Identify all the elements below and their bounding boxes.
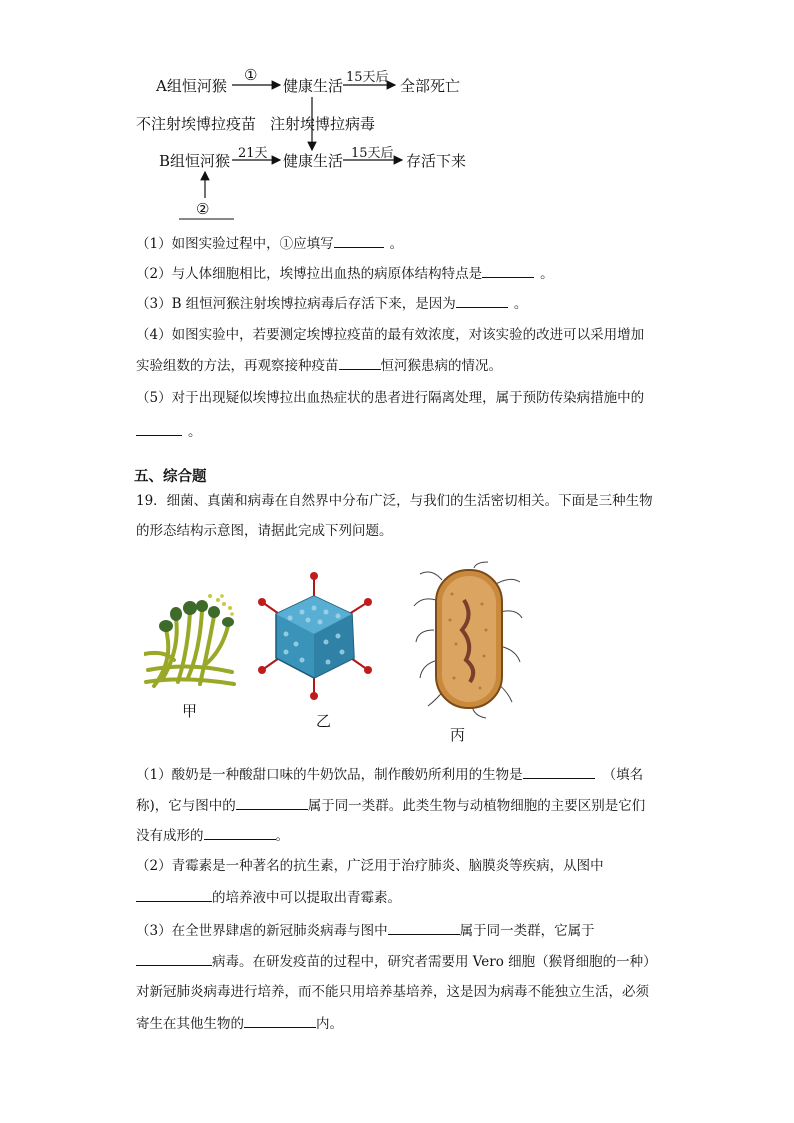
q18-5-line1: （5）对于出现疑似埃博拉出血热症状的患者进行隔离处理，属于预防传染病措施中的 [136, 390, 645, 406]
q18-4-line2: 实验组数的方法，再观察接种疫苗 恒河猴患病的情况。 [136, 355, 502, 376]
label-jia: 甲 [182, 702, 198, 720]
q18-3: （3）B 组恒河猴注射埃博拉病毒后存活下来，是因为 。 [136, 293, 527, 314]
q18-1: （1）如图实验过程中，①应填写 。 [136, 233, 403, 254]
days-15-a-label: 15天后 [346, 70, 389, 85]
q19-3-line4: 寄生在其他生物的 内。 [136, 1013, 343, 1034]
survived-label: 存活下来 [406, 152, 467, 170]
q18-5-line2: 。 [136, 421, 202, 442]
q19-1-line2: 称)，它与图中的 属于同一类群。此类生物与动植物细胞的主要区别是它们 [136, 795, 645, 816]
virus-figure [256, 572, 374, 702]
answer-blank[interactable] [388, 920, 460, 935]
label-bing: 丙 [450, 726, 466, 744]
answer-blank[interactable] [339, 355, 381, 370]
q18-2: （2）与人体细胞相比，埃博拉出血热的病原体结构特点是 。 [136, 263, 554, 284]
answer-blank[interactable] [334, 233, 384, 248]
q19-intro-line1: 19．细菌、真菌和病毒在自然界中分布广泛，与我们的生活密切相关。下面是三种生物 [136, 493, 653, 509]
q18-4-line1: （4）如图实验中，若要测定埃博拉疫苗的最有效浓度，对该实验的改进可以采用增加 [136, 327, 645, 343]
days-15-b-label: 15天后 [351, 146, 394, 161]
q19-intro-line2: 的形态结构示意图，请据此完成下列问题。 [136, 523, 393, 539]
no-vaccine-label: 不注射埃博拉疫苗 [136, 115, 257, 133]
answer-blank[interactable] [204, 825, 276, 840]
healthy-life-a: 健康生活 [283, 77, 344, 95]
bacterium-figure [412, 560, 524, 720]
days-21-label: 21天 [238, 146, 268, 161]
q19-2-line2: 的培养液中可以提取出青霉素。 [136, 887, 401, 908]
answer-blank[interactable] [482, 263, 534, 278]
q19-3-line1: （3）在全世界肆虐的新冠肺炎病毒与图中 属于同一类群，它属于 [136, 920, 595, 941]
group-a-label: A组恒河猴 [156, 77, 227, 95]
answer-blank[interactable] [236, 795, 308, 810]
mold-figure [144, 590, 236, 690]
answer-blank[interactable] [523, 764, 595, 779]
label-yi: 乙 [316, 712, 332, 730]
group-b-label: B组恒河猴 [159, 152, 231, 170]
flow-arrows [0, 0, 794, 230]
inject-virus-label: 注射埃博拉病毒 [270, 115, 376, 133]
q19-1-line1: （1）酸奶是一种酸甜口味的牛奶饮品，制作酸奶所利用的生物是 （填名 [136, 764, 643, 785]
answer-blank[interactable] [456, 293, 508, 308]
q19-2-line1: （2）青霉素是一种著名的抗生素，广泛用于治疗肺炎、脑膜炎等疾病，从图中 [136, 858, 604, 874]
answer-blank[interactable] [136, 887, 212, 902]
q19-1-line3: 没有成形的 。 [136, 825, 289, 846]
healthy-life-b: 健康生活 [283, 152, 344, 170]
answer-blank[interactable] [136, 421, 182, 436]
q19-3-line2: 病毒。在研发疫苗的过程中，研究者需要用 Vero 细胞（猴肾细胞的一种） [136, 951, 657, 972]
circled-2-label: ② [196, 200, 210, 218]
circled-1-label: ① [244, 66, 258, 84]
section-heading: 五、综合题 [134, 468, 207, 485]
q19-3-line3: 对新冠肺炎病毒进行培养，而不能只用培养基培养，这是因为病毒不能独立生活，必须 [136, 984, 649, 1000]
all-died-label: 全部死亡 [400, 77, 461, 95]
answer-blank[interactable] [136, 951, 212, 966]
answer-blank[interactable] [244, 1013, 316, 1028]
